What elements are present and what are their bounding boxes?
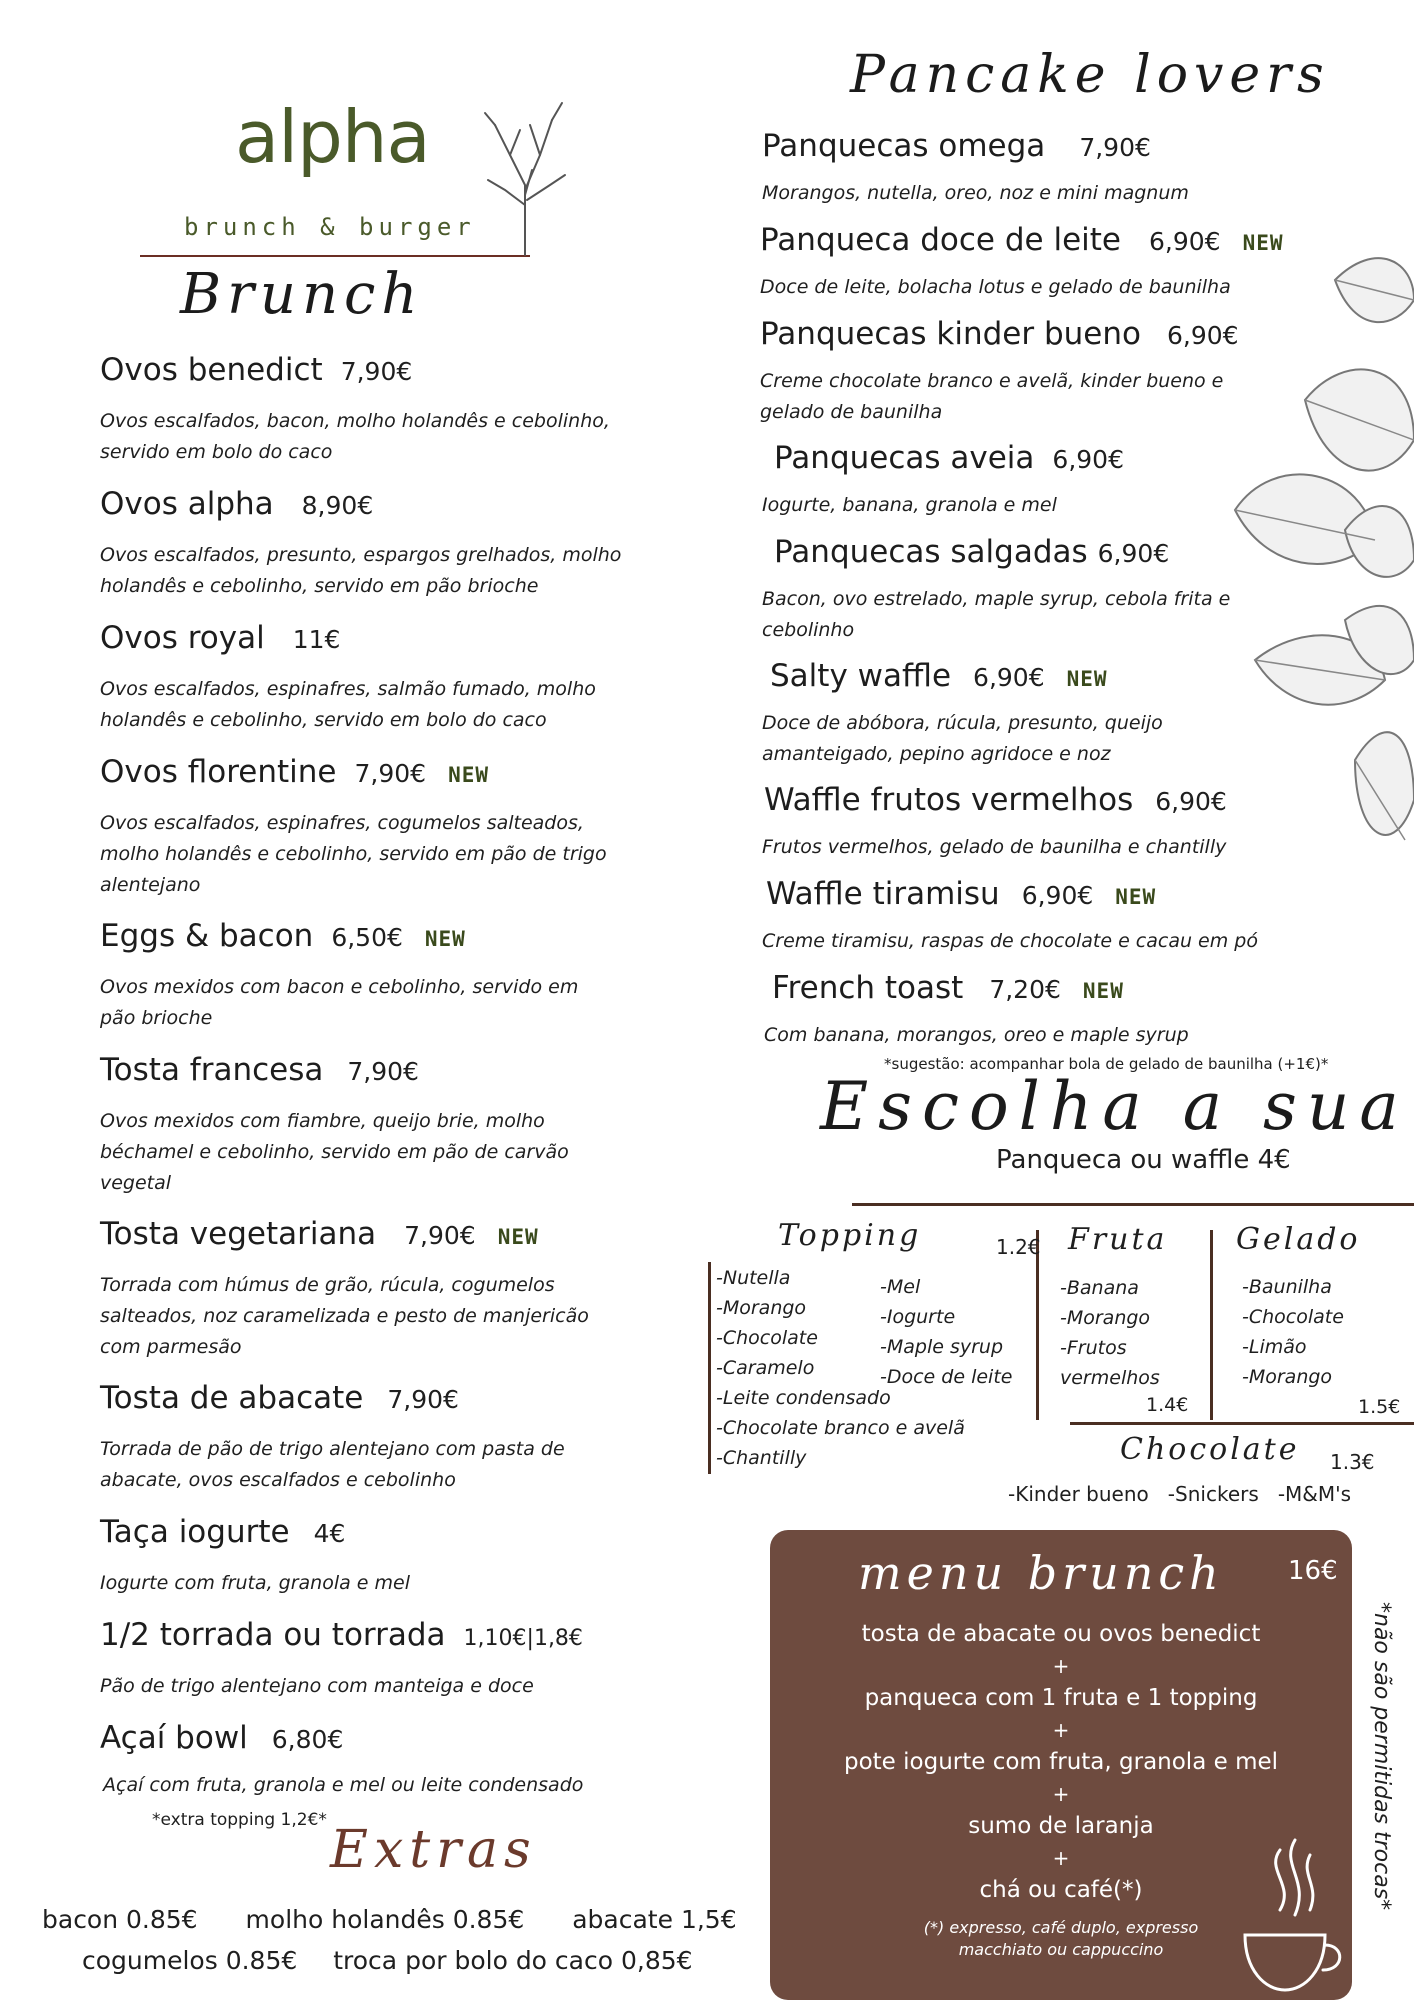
item-name: Waffle frutos vermelhos <box>764 782 1134 818</box>
item-name: Ovos florentine <box>100 754 337 790</box>
extra-bolo-caco: troca por bolo do caco 0,85€ <box>333 1946 693 1975</box>
item-price: 6,90€ <box>1166 321 1239 350</box>
brunch-item <box>100 620 660 736</box>
item-price: 7,90€ <box>1079 133 1151 162</box>
item-description: Ovos escalfados, bacon, molho holandês e cebolinho, servido em bolo do caco <box>100 410 610 463</box>
new-badge: NEW <box>497 1225 539 1249</box>
brunch-item <box>100 1216 680 1363</box>
pancake-item <box>764 970 1402 1051</box>
topping-option: -Caramelo <box>716 1357 815 1379</box>
fruta-price: 1.4€ <box>1146 1394 1189 1416</box>
logo-tagline: brunch & burger <box>184 213 476 241</box>
item-description: Ovos escalfados, presunto, espargos grelhados, molho holandês e cebolinho, servido em pão brioche <box>100 544 622 597</box>
fruta-option: -Frutos <box>1060 1337 1127 1359</box>
item-price: 7,90€ <box>340 357 413 386</box>
pancakes-heading: Pancake lovers <box>850 45 1330 105</box>
brunch-item <box>100 1720 680 1801</box>
item-description: Doce de abóbora, rúcula, presunto, queijo amanteigado, pepino agridoce e noz <box>762 712 1163 765</box>
fruta-option: -Morango <box>1060 1307 1151 1329</box>
item-price: 6,90€ <box>1148 227 1221 256</box>
chocolate-title: Chocolate <box>1120 1432 1300 1467</box>
item-description: Bacon, ovo estrelado, maple syrup, cebola frita e cebolinho <box>762 588 1231 641</box>
gelado-title: Gelado <box>1236 1222 1361 1257</box>
brunch-item <box>100 352 660 468</box>
brunch-item <box>100 1052 680 1199</box>
item-price: 6,50€ <box>331 923 403 952</box>
brunch-item <box>100 1514 680 1599</box>
divider <box>852 1203 1414 1206</box>
new-badge: NEW <box>1115 885 1157 909</box>
item-name: Tosta francesa <box>100 1052 324 1088</box>
topping-option: -Chantilly <box>716 1447 807 1469</box>
topping-option: -Chocolate <box>716 1327 818 1349</box>
item-description: Creme chocolate branco e avelã, kinder bueno e gelado de baunilha <box>760 370 1224 423</box>
extra-abacate: abacate 1,5€ <box>572 1905 737 1934</box>
menu-footnote: macchiato ou cappuccino <box>958 1940 1164 1959</box>
gelado-option: -Baunilha <box>1242 1276 1332 1298</box>
item-price: 7,90€ <box>354 759 427 788</box>
item-price: 7,90€ <box>404 1221 476 1250</box>
pancake-item <box>760 316 1400 428</box>
new-badge: NEW <box>424 927 466 951</box>
logo <box>140 95 540 265</box>
divider <box>1210 1230 1213 1420</box>
divider <box>1070 1422 1414 1425</box>
menu-brunch-heading: menu brunch <box>858 1546 1224 1600</box>
item-description: Iogurte, banana, granola e mel <box>762 494 1057 516</box>
suggestion-note: *sugestão: acompanhar bola de gelado de baunilha (+1€)* <box>884 1055 1329 1073</box>
choose-subtitle: Panqueca ou waffle 4€ <box>996 1145 1291 1175</box>
item-name: French toast <box>772 970 964 1006</box>
item-description: Creme tiramisu, raspas de chocolate e cacau em pó <box>762 930 1258 952</box>
topping-option: -Iogurte <box>880 1306 956 1328</box>
plus-sign: + <box>1052 1718 1070 1742</box>
side-note: *não são permitidas trocas* <box>1369 1602 1394 1911</box>
fruta-list <box>1060 1273 1160 1393</box>
pancake-item <box>764 782 1404 863</box>
topping-option: -Maple syrup <box>880 1336 1004 1358</box>
item-description: Ovos mexidos com bacon e cebolinho, servido em pão brioche <box>100 976 579 1029</box>
pancake-item <box>762 440 1394 521</box>
gelado-price: 1.5€ <box>1358 1396 1401 1418</box>
chocolate-price: 1.3€ <box>1330 1450 1375 1474</box>
topping-price: 1.2€ <box>996 1235 1041 1259</box>
new-badge: NEW <box>1242 231 1284 255</box>
item-price: 7,90€ <box>347 1057 419 1086</box>
item-name: Eggs & bacon <box>100 918 314 954</box>
item-name: Ovos alpha <box>100 486 274 522</box>
brunch-item <box>100 918 680 1034</box>
item-price: 8,90€ <box>301 491 374 520</box>
topping-option: -Mel <box>880 1276 921 1298</box>
extras-heading: Extras <box>330 1820 537 1880</box>
plus-sign: + <box>1052 1846 1070 1870</box>
menu-line: tosta de abacate ou ovos benedict <box>861 1621 1261 1647</box>
item-name: Salty waffle <box>770 658 952 694</box>
item-price: 6,90€ <box>973 663 1045 692</box>
fruta-title: Fruta <box>1068 1222 1168 1257</box>
menu-brunch-price: 16€ <box>1288 1556 1338 1586</box>
gelado-option: -Limão <box>1242 1336 1307 1358</box>
extras-line <box>42 1905 737 1934</box>
item-description: Iogurte com fruta, granola e mel <box>100 1572 411 1594</box>
item-price: 7,20€ <box>989 975 1061 1004</box>
divider <box>708 1262 711 1474</box>
item-description: Ovos escalfados, espinafres, cogumelos salteados, molho holandês e cebolinho, servido em pão de trigo alentejano <box>100 812 607 896</box>
extra-molho: molho holandês 0.85€ <box>245 1905 525 1934</box>
choose-heading: Escolha a sua <box>820 1068 1409 1145</box>
item-description: Açaí com fruta, granola e mel ou leite condensado <box>103 1774 584 1796</box>
brunch-item <box>100 754 680 901</box>
extra-cogumelos: cogumelos 0.85€ <box>82 1946 298 1975</box>
menu-brunch-box <box>770 1530 1352 2000</box>
extras-line <box>82 1946 693 1975</box>
pancake-item <box>762 658 1390 770</box>
new-badge: NEW <box>1082 979 1124 1003</box>
item-description: Frutos vermelhos, gelado de baunilha e chantilly <box>762 836 1227 858</box>
menu-line: panqueca com 1 fruta e 1 topping <box>864 1685 1258 1711</box>
brunch-item <box>100 1617 680 1702</box>
pancake-item <box>760 222 1400 303</box>
logo-name: alpha <box>235 95 430 179</box>
fruta-option: -Banana <box>1060 1277 1139 1299</box>
item-description: Ovos escalfados, espinafres, salmão fumado, molho holandês e cebolinho, servido em bolo do caco <box>100 678 596 731</box>
menu-line: pote iogurte com fruta, granola e mel <box>843 1749 1279 1775</box>
item-name: Panquecas kinder bueno <box>760 316 1141 352</box>
item-description: Torrada com húmus de grão, rúcula, cogumelos salteados, noz caramelizada e pesto de manjericão com parmesão <box>100 1274 589 1358</box>
topping-list <box>880 1272 1012 1392</box>
item-price: 6,90€ <box>1155 787 1227 816</box>
item-price: 6,90€ <box>1021 881 1094 910</box>
item-description: Morangos, nutella, oreo, noz e mini magnum <box>762 182 1189 204</box>
pancake-item <box>762 876 1406 957</box>
brunch-item <box>100 1380 680 1496</box>
item-name: Panqueca doce de leite <box>760 222 1121 258</box>
gelado-option: -Chocolate <box>1242 1306 1344 1328</box>
chocolate-list: -Kinder bueno -Snickers -M&M's <box>1008 1482 1352 1506</box>
plus-sign: + <box>1052 1782 1070 1806</box>
item-name: Taça iogurte <box>100 1514 290 1550</box>
topping-option: -Morango <box>716 1297 807 1319</box>
item-description: Torrada de pão de trigo alentejano com pasta de abacate, ovos escalfados e cebolinho <box>100 1438 565 1491</box>
menu-footnote: (*) expresso, café duplo, expresso <box>923 1918 1199 1937</box>
coffee-cup-icon <box>1225 1830 1345 2000</box>
item-name: Açaí bowl <box>100 1720 248 1756</box>
item-name: Tosta vegetariana <box>100 1216 377 1252</box>
item-description: Doce de leite, bolacha lotus e gelado de baunilha <box>760 276 1231 298</box>
item-price: 7,90€ <box>387 1385 459 1414</box>
gelado-list <box>1242 1272 1344 1392</box>
item-name: 1/2 torrada ou torrada <box>100 1617 446 1653</box>
brunch-heading: Brunch <box>180 262 424 327</box>
topping-title: Topping <box>778 1218 922 1253</box>
fruta-option: vermelhos <box>1060 1367 1160 1389</box>
item-description: Ovos mexidos com fiambre, queijo brie, molho béchamel e cebolinho, servido em pão de carvão vegetal <box>100 1110 569 1194</box>
item-name: Panquecas aveia <box>774 440 1035 476</box>
gelado-option: -Morango <box>1242 1366 1333 1388</box>
item-price: 11€ <box>292 625 341 654</box>
brunch-item <box>100 486 660 602</box>
plus-sign: + <box>1052 1654 1070 1678</box>
item-name: Tosta de abacate <box>100 1380 364 1416</box>
item-name: Panquecas omega <box>762 128 1046 164</box>
item-price: 4€ <box>313 1519 346 1548</box>
tree-icon <box>480 95 570 260</box>
new-badge: NEW <box>448 763 489 787</box>
topping-option: -Leite condensado <box>716 1387 891 1409</box>
extra-topping-note: *extra topping 1,2€* <box>152 1810 327 1830</box>
new-badge: NEW <box>1066 667 1108 691</box>
topping-option: -Chocolate branco e avelã <box>716 1417 965 1439</box>
item-name: Panquecas salgadas <box>774 534 1088 570</box>
item-price: 6,90€ <box>1097 539 1170 568</box>
item-name: Ovos benedict <box>100 352 323 388</box>
pancake-item <box>762 534 1394 646</box>
menu-line: chá ou café(*) <box>979 1877 1143 1903</box>
pancake-item <box>762 128 1402 209</box>
item-price: 6,80€ <box>271 1725 344 1754</box>
extra-bacon: bacon 0.85€ <box>42 1905 198 1934</box>
item-description: Pão de trigo alentejano com manteiga e doce <box>100 1675 534 1697</box>
topping-option: -Nutella <box>716 1267 791 1289</box>
item-price: 6,90€ <box>1052 445 1124 474</box>
menu-line: sumo de laranja <box>968 1813 1154 1839</box>
item-name: Ovos royal <box>100 620 265 656</box>
item-price: 1,10€|1,8€ <box>463 1626 583 1651</box>
item-description: Com banana, morangos, oreo e maple syrup <box>764 1024 1189 1046</box>
logo-underline <box>140 255 530 257</box>
topping-option: -Doce de leite <box>880 1366 1013 1388</box>
item-name: Waffle tiramisu <box>766 876 1000 912</box>
